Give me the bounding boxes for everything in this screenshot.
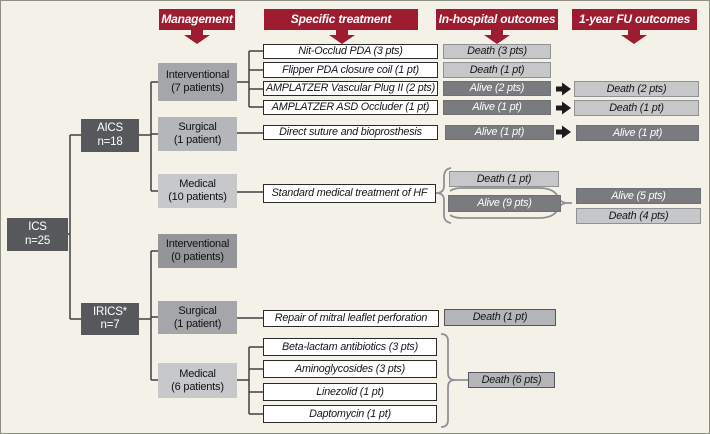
treatment-direct-suture: Direct suture and bioprosthesis xyxy=(263,125,438,140)
outcome-1year-alive-5pts: Alive (5 pts) xyxy=(576,188,701,204)
treatment-flipper-coil: Flipper PDA closure coil (1 pt) xyxy=(263,62,438,78)
treatment-amplatzer-asd: AMPLATZER ASD Occluder (1 pt) xyxy=(263,100,438,115)
cohort-irics xyxy=(81,303,139,335)
label-line2: (6 patients) xyxy=(171,380,224,393)
down-arrow-icon xyxy=(484,30,510,44)
down-arrow-icon xyxy=(329,30,355,44)
outcome-1year-death-1pt: Death (1 pt) xyxy=(574,100,699,116)
treatment-amplatzer-plug: AMPLATZER Vascular Plug II (2 pts) xyxy=(263,81,438,96)
treatment-mitral-repair: Repair of mitral leaflet perforation xyxy=(263,310,439,327)
label-line2: (1 patient) xyxy=(173,134,222,146)
brace-antibiotics-death6 xyxy=(441,334,468,427)
outcome-1year-death-4pts: Death (4 pts) xyxy=(576,208,701,224)
outcome-inhospital-alive-1pt-a: Alive (1 pt) xyxy=(443,100,551,115)
management-irics-surgical xyxy=(158,301,237,334)
label-line2: (10 patients) xyxy=(168,191,227,203)
treatment-beta-lactam: Beta-lactam antibiotics (3 pts) xyxy=(263,338,437,356)
management-aics-interventional xyxy=(158,63,237,101)
cohort-irics-n: n=7 xyxy=(100,319,120,331)
label-line2: (0 patients) xyxy=(171,251,224,263)
outcome-1year-death-2pts: Death (2 pts) xyxy=(574,81,699,97)
down-arrow-icon xyxy=(621,30,647,44)
tree-line-irics-management xyxy=(139,251,158,380)
treatment-daptomycin: Daptomycin (1 pt) xyxy=(263,405,437,423)
label-line2: (7 patients) xyxy=(171,82,224,94)
management-aics-surgical xyxy=(158,117,237,151)
treatment-nit-occlud: Nit-Occlud PDA (3 pts) xyxy=(263,44,438,59)
tree-line-aics-management xyxy=(139,82,158,191)
outcome-inhospital-alive-1pt-b: Alive (1 pt) xyxy=(445,125,554,140)
management-irics-medical xyxy=(158,363,237,398)
cohort-aics xyxy=(81,119,139,152)
outcome-inhospital-death-3pts: Death (3 pts) xyxy=(443,44,551,59)
down-arrow-icon xyxy=(184,30,210,44)
right-arrow-icon xyxy=(556,126,571,139)
label-line1: Surgical xyxy=(178,304,217,317)
outcome-inhospital-death-1pt-c: Death (1 pt) xyxy=(444,309,556,326)
cohort-aics-n: n=18 xyxy=(97,135,123,148)
cohort-ics-name: ICS xyxy=(28,221,47,234)
outcome-1year-alive-1pt: Alive (1 pt) xyxy=(576,125,699,141)
right-arrow-icon xyxy=(556,83,571,96)
label-line1: Medical xyxy=(179,367,216,380)
header-specific-treatment: Specific treatment xyxy=(264,9,418,30)
outcome-inhospital-death-1pt-b: Death (1 pt) xyxy=(449,171,559,187)
header-management: Management xyxy=(159,9,235,30)
treatment-aminoglycosides: Aminoglycosides (3 pts) xyxy=(263,360,437,378)
label-line1: Surgical xyxy=(178,121,217,134)
cohort-ics xyxy=(7,218,68,251)
right-arrow-icon xyxy=(556,102,571,115)
header-in-hospital-outcomes: In-hospital outcomes xyxy=(436,9,558,30)
cohort-ics-n: n=25 xyxy=(24,234,51,247)
management-irics-interventional xyxy=(158,234,237,268)
label-line1: Interventional xyxy=(165,238,230,251)
label-line1: Interventional xyxy=(165,69,230,82)
outcome-inhospital-death-6pts: Death (6 pts) xyxy=(468,372,555,388)
header-one-year-outcomes: 1-year FU outcomes xyxy=(572,9,697,30)
tree-line-interventional-treatments xyxy=(237,51,263,107)
outcome-inhospital-alive-9pts: Alive (9 pts) xyxy=(448,195,561,212)
management-aics-medical xyxy=(158,174,237,208)
outcome-inhospital-alive-2pts: Alive (2 pts) xyxy=(443,81,551,96)
tree-line-medical-antibiotics xyxy=(237,347,263,414)
treatment-standard-hf: Standard medical treatment of HF xyxy=(263,184,436,203)
tree-line-ics xyxy=(68,135,81,319)
label-line1: Medical xyxy=(179,178,216,191)
label-line2: (1 patient) xyxy=(173,317,222,330)
treatment-linezolid: Linezolid (1 pt) xyxy=(263,383,437,401)
cohort-aics-name: AICS xyxy=(96,122,124,135)
outcome-inhospital-death-1pt-a: Death (1 pt) xyxy=(443,62,551,78)
cohort-irics-name: IRICS* xyxy=(93,305,127,318)
